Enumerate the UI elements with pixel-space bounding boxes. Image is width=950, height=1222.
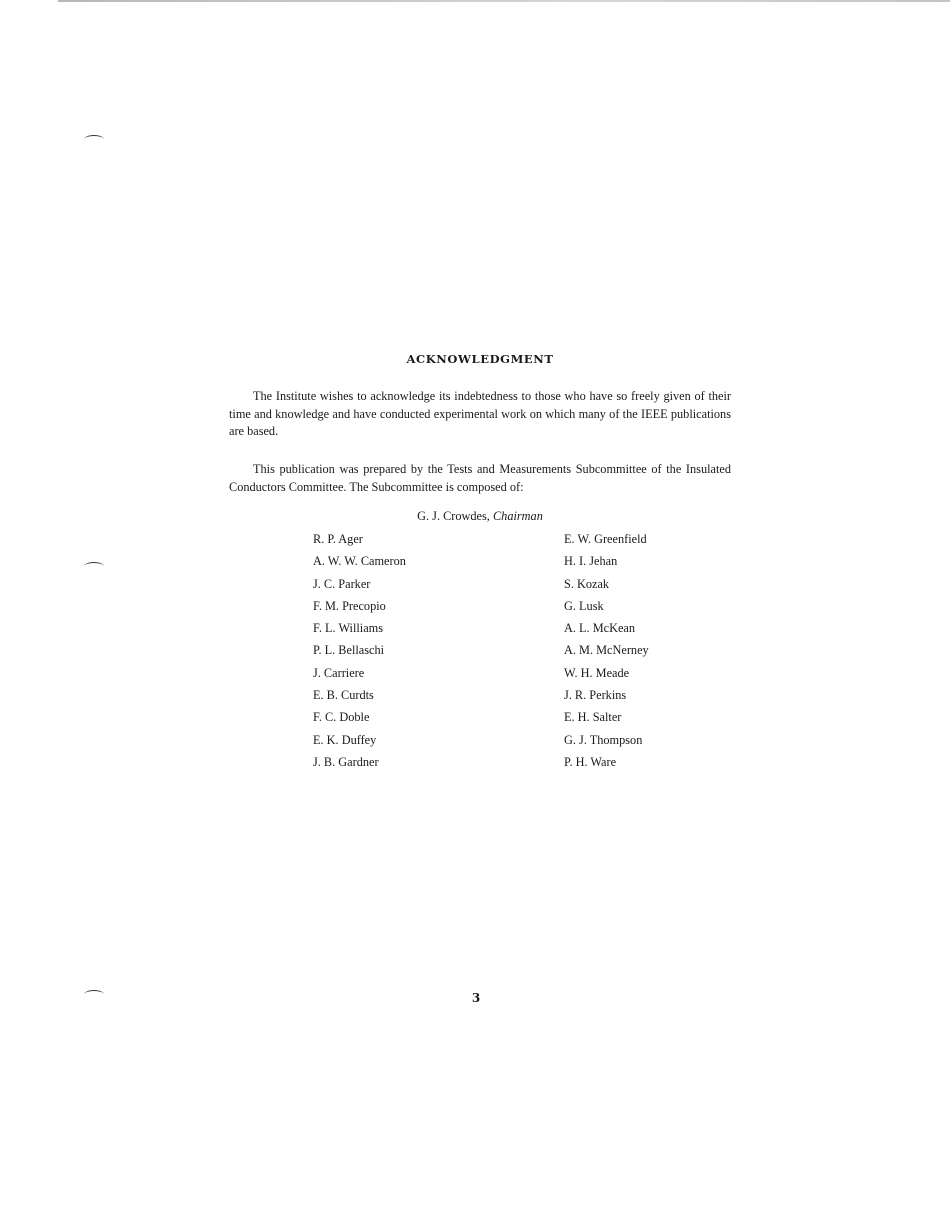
subcommittee-paragraph: This publication was prepared by the Tests and Measurements Subcommittee of the Insulated Conductors Committee. The Subcommittee is composed of: bbox=[229, 462, 731, 494]
scan-top-edge bbox=[58, 0, 950, 2]
member-name: P. L. Bellaschi bbox=[313, 643, 385, 658]
member-name: J. Carriere bbox=[313, 665, 365, 680]
acknowledgment-paragraph: The Institute wishes to acknowledge its indebtedness to those who have so freely given of their time and knowledge and have conducted experimental work on which many of the IEEE publications are based. bbox=[229, 389, 731, 438]
member-name: A. L. McKean bbox=[564, 621, 636, 636]
punch-hole-mark-bottom bbox=[84, 990, 104, 999]
chairman-name: G. J. Crowdes, bbox=[417, 509, 490, 523]
member-name: A. M. McNerney bbox=[564, 643, 649, 658]
member-name: E. H. Salter bbox=[564, 710, 622, 725]
member-list-left bbox=[313, 530, 406, 775]
member-name: F. C. Doble bbox=[313, 710, 370, 725]
member-name: G. Lusk bbox=[564, 598, 604, 613]
punch-hole-mark-top bbox=[84, 135, 104, 144]
member-name: R. P. Ager bbox=[313, 532, 363, 546]
member-name: J. R. Perkins bbox=[564, 688, 627, 703]
page-number: 3 bbox=[471, 991, 481, 1005]
member-name: P. H. Ware bbox=[564, 754, 617, 769]
page-title: ACKNOWLEDGMENT bbox=[406, 352, 554, 366]
member-name: E. K. Duffey bbox=[313, 732, 377, 747]
member-name: E. W. Greenfield bbox=[564, 532, 647, 546]
member-name: J. B. Gardner bbox=[313, 754, 379, 769]
member-name: A. W. W. Cameron bbox=[313, 554, 406, 569]
member-name: G. J. Thompson bbox=[564, 732, 643, 747]
member-name: F. L. Williams bbox=[313, 621, 384, 636]
chairman-line bbox=[0, 509, 950, 524]
member-name: H. I. Jehan bbox=[564, 554, 618, 569]
member-name: J. C. Parker bbox=[313, 576, 371, 591]
chairman-role: Chairman bbox=[492, 509, 543, 523]
member-name: E. B. Curdts bbox=[313, 688, 374, 703]
punch-hole-mark-middle bbox=[84, 562, 104, 571]
member-list-right bbox=[564, 530, 649, 775]
member-name: F. M. Precopio bbox=[313, 598, 386, 613]
member-name: S. Kozak bbox=[564, 576, 610, 591]
member-name: W. H. Meade bbox=[564, 665, 630, 680]
